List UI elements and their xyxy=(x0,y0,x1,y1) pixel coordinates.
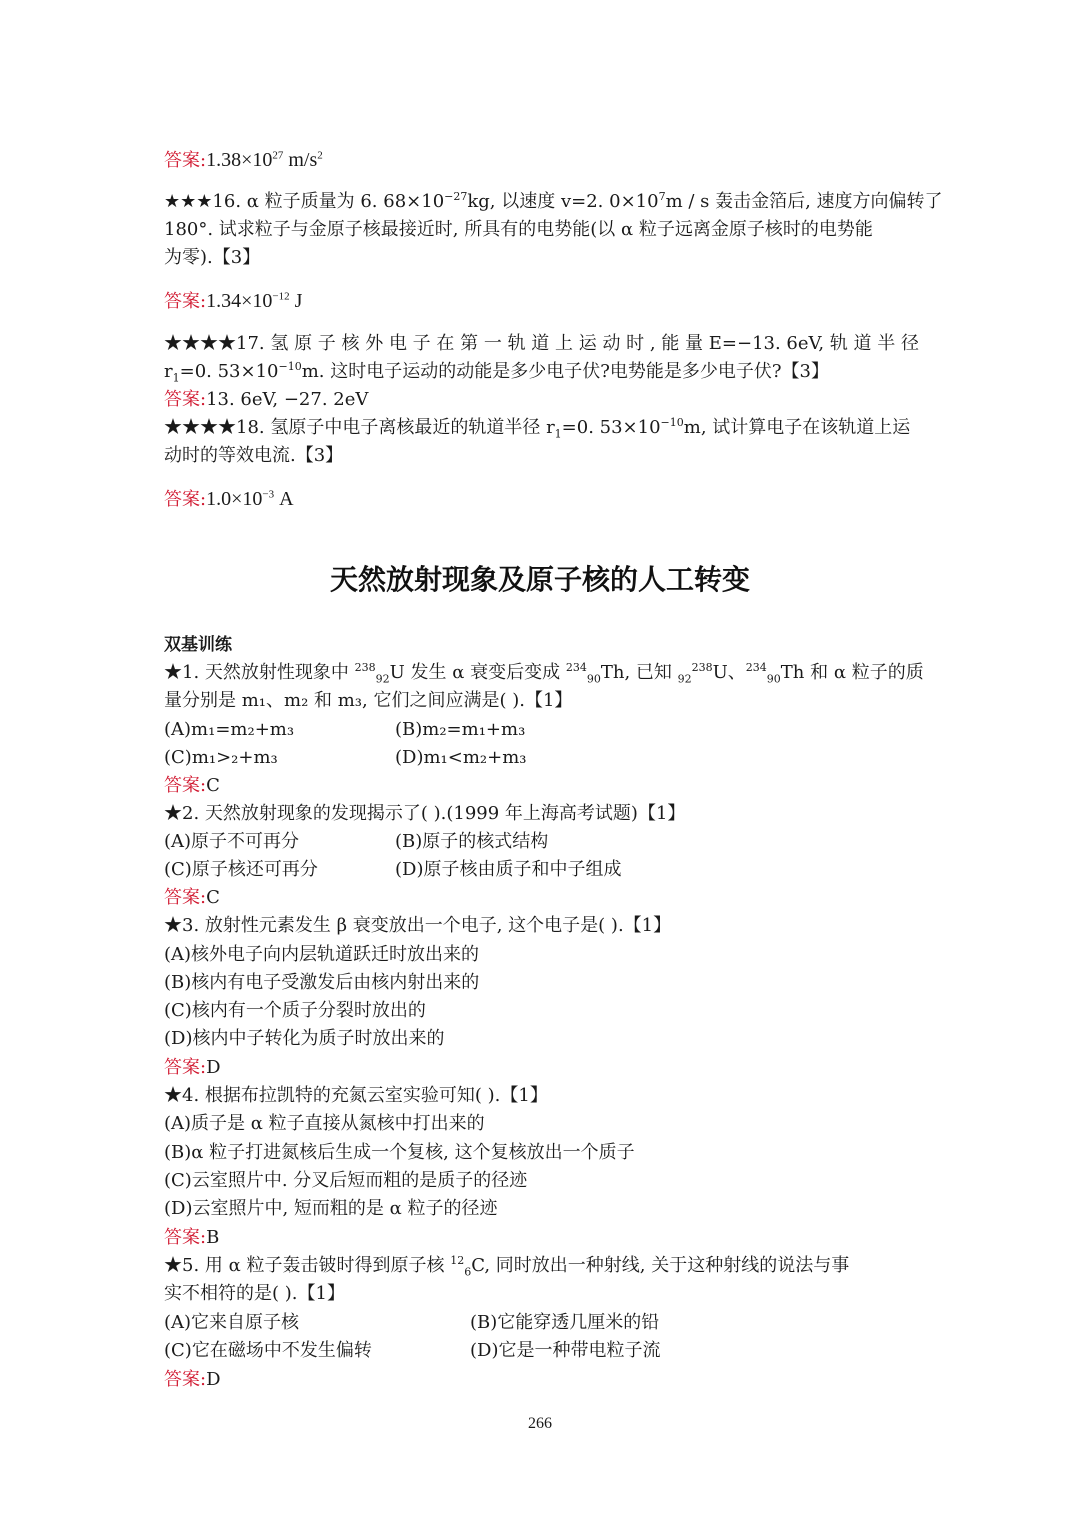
answer-label: 答案: xyxy=(164,150,207,171)
answer-q3: 答案:D xyxy=(164,1057,221,1078)
option-b: (B)m₂=m₁+m₃ xyxy=(395,719,526,740)
question-2-line-1: ★2. 天然放射现象的发现揭示了( ).(1999 年上海高考试题)【1】 xyxy=(164,803,686,824)
question-16-line-1: ★★★16. α 粒子质量为 6. $68\times 10^{-27}kg$, 以速度 v=2. $0\times 10^7m / s$ 轰击金箔后, 速度方向偏转了 xyxy=(164,190,943,212)
answer-17: 答案:13. 6eV, −27. 2eV xyxy=(164,389,369,410)
question-5-line-2: 实不相符的是( ).【1】 xyxy=(164,1283,345,1304)
option-b: (B)它能穿透几厘米的铅 xyxy=(470,1312,660,1333)
option-c: (C)云室照片中. 分叉后短而粗的是质子的径迹 xyxy=(164,1170,528,1191)
option-b: (B)原子的核式结构 xyxy=(395,831,549,852)
option-c: (C)m₁>₂+m₃ xyxy=(164,747,278,768)
question-1-line-1: ★1. 天然放射性现象中 $^{238}_{92}$U 发生 α 衰变后变成 $^{234}_{90}$Th, 已知 $_{92}^{238}$U、$^{234}_{90}$Th 和 α 粒子的质 xyxy=(164,661,924,686)
option-c: (C)它在磁场中不发生偏转 xyxy=(164,1340,372,1361)
option-a: (A)原子不可再分 xyxy=(164,831,300,852)
option-a: (A)核外电子向内层轨道跃迁时放出来的 xyxy=(164,944,480,965)
answer-16: 答案$:1.34\times 10^{-12}$ J xyxy=(164,290,303,312)
answer-18: 答案$:1.0\times 10^{-3}$ A xyxy=(164,488,294,510)
option-a: (A)m₁=m₂+m₃ xyxy=(164,719,295,740)
answer-q2: 答案:C xyxy=(164,887,220,908)
option-c: (C)核内有一个质子分裂时放出的 xyxy=(164,1000,426,1021)
option-a: (A)它来自原子核 xyxy=(164,1312,300,1333)
answer-15 xyxy=(164,148,323,173)
option-c: (C)原子核还可再分 xyxy=(164,859,318,880)
option-b: (B)核内有电子受激发后由核内射出来的 xyxy=(164,972,480,993)
answer-q5: 答案:D xyxy=(164,1369,221,1390)
option-a: (A)质子是 α 粒子直接从氮核中打出来的 xyxy=(164,1113,485,1134)
answer-q1: 答案:C xyxy=(164,775,220,796)
question-18-line-1: ★★★★18. 氢原子中电子离核最近的轨道半径 $r_1=0$. $53\times 10^{-10}m$, 试计算电子在该轨道上运 xyxy=(164,416,911,441)
answer-label: 答案: xyxy=(164,291,207,312)
question-16-line-2: 180°. 试求粒子与金原子核最接近时, 所具有的电势能(以 α 粒子远离金原子核时的电势能 xyxy=(164,219,873,240)
page-number: 266 xyxy=(528,1415,552,1432)
question-5-line-1: ★5. 用 α 粒子轰击铍时得到原子核 $^{12}_6$C, 同时放出一种射线, 关于这种射线的说法与事 xyxy=(164,1254,850,1279)
answer-exponent: 27 xyxy=(272,149,284,162)
question-17-line-2: $r_1=0$. $53\times 10^{-10}m$. 这时电子运动的动能是多少电子伏?电势能是多少电子伏?【3】 xyxy=(164,360,829,385)
question-3-line-1: ★3. 放射性元素发生 β 衰变放出一个电子, 这个电子是( ).【1】 xyxy=(164,915,672,936)
question-1-line-2: 量分别是 m₁、m₂ 和 m₃, 它们之间应满是( ).【1】 xyxy=(164,690,573,711)
answer-unit-exponent: 2 xyxy=(317,149,323,162)
answer-mantissa: 1.38 xyxy=(206,149,242,171)
option-d: (D)云室照片中, 短而粗的是 α 粒子的径迹 xyxy=(164,1198,498,1219)
question-4-line-1: ★4. 根据布拉凯特的充氮云室实验可知( ).【1】 xyxy=(164,1085,548,1106)
option-d: (D)它是一种带电粒子流 xyxy=(470,1340,661,1361)
option-d: (D)核内中子转化为质子时放出来的 xyxy=(164,1028,445,1049)
question-16-line-3: 为零).【3】 xyxy=(164,247,261,268)
option-d: (D)m₁<m₂+m₃ xyxy=(395,747,527,768)
question-18-line-2: 动时的等效电流.【3】 xyxy=(164,445,344,466)
answer-q4: 答案:B xyxy=(164,1227,220,1248)
question-17-line-1: ★★★★17. 氢 原 子 核 外 电 子 在 第 一 轨 道 上 运 动 时 , 能 量 E=−13. 6eV, 轨 道 半 径 xyxy=(164,333,919,354)
answer-times: ×10 xyxy=(241,149,273,171)
chapter-title: 天然放射现象及原子核的人工转变 xyxy=(329,563,750,596)
option-b: (B)α 粒子打进氮核后生成一个复核, 这个复核放出一个质子 xyxy=(164,1142,635,1163)
section-heading: 双基训练 xyxy=(164,635,232,655)
option-d: (D)原子核由质子和中子组成 xyxy=(395,859,622,880)
answer-unit: m/s xyxy=(283,149,318,171)
